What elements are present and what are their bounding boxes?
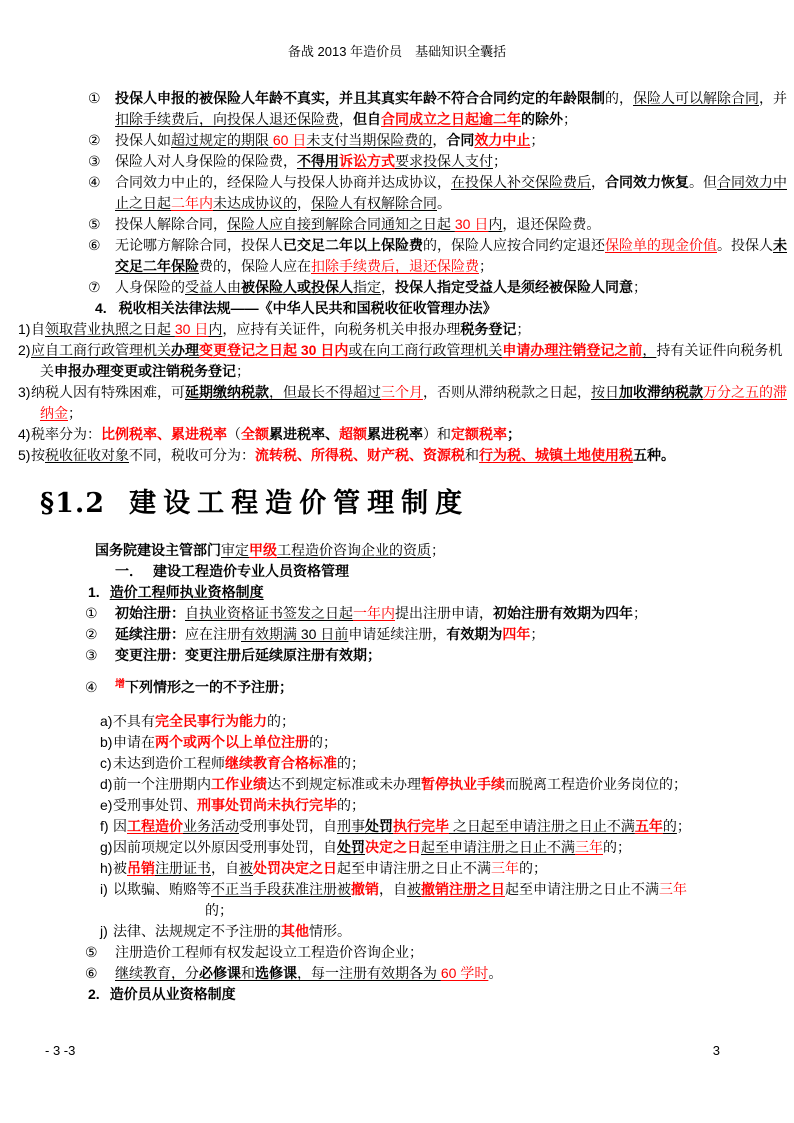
text-segment: 起至申请注册之日止不满 [505, 881, 659, 897]
text-segment: ， [339, 111, 353, 127]
text-segment: 比例税率、累进税率 [101, 426, 227, 442]
text-segment: 五年 [634, 818, 663, 834]
list-marker: ④ [85, 679, 98, 695]
text-segment: 受刑事处罚，自 [239, 818, 337, 834]
text-segment: ； [530, 626, 545, 642]
text-segment: 税收相关法律法规——《中华人民共和国税收征收管理办法》 [118, 300, 497, 316]
text-segment: 起至申请注册之日止不满 [421, 839, 575, 855]
text-segment: 不得用 [297, 153, 339, 169]
text-segment: 二年内 [171, 195, 213, 211]
subsection-heading-1 [115, 561, 794, 582]
list-marker: 4. [95, 300, 107, 316]
text-segment: 以欺骗、贿赂等 [113, 881, 211, 897]
text-segment: 的 [662, 818, 677, 834]
text-segment: 的， [605, 90, 633, 106]
text-segment: 费的，保险人应在 [199, 258, 311, 274]
text-segment: ； [676, 818, 691, 834]
text-segment: 而脱离工程造价业务岗位的； [505, 776, 687, 792]
text-segment: ； [479, 258, 493, 274]
text-segment: 自执业资格证书签发之日起 [185, 605, 353, 621]
registration-item-5 [0, 942, 794, 963]
text-segment: ，并 [759, 90, 787, 106]
text-segment: ，自 [379, 881, 407, 897]
tax-item-3 [0, 382, 794, 424]
text-segment: ； [563, 111, 577, 127]
tax-item-2 [0, 340, 794, 382]
text-segment: 三个月 [381, 384, 423, 400]
text-segment: 四年 [502, 626, 531, 642]
text-segment: 内 [488, 216, 503, 232]
list-marker: e) [100, 797, 113, 813]
no-registration-case-b [0, 732, 794, 753]
text-segment: 30 日 [454, 216, 489, 232]
text-segment: 的； [519, 860, 547, 876]
registration-item-6 [0, 963, 794, 984]
text-segment: 继续教育，分 [115, 965, 199, 981]
text-segment: 的； [267, 713, 295, 729]
no-registration-case-j [0, 921, 794, 942]
text-segment: 未达成协议的 [213, 195, 297, 211]
text-segment: 建设工程造价管理制度 [129, 488, 470, 519]
text-segment: 处罚 [337, 839, 365, 855]
text-segment: ，应持有关证件，向税务机关申报办理 [222, 321, 461, 337]
text-segment: 应在注册 [185, 626, 241, 642]
no-registration-case-d [0, 774, 794, 795]
text-segment: 纳税人因有特殊困难，可 [31, 384, 185, 400]
text-segment: 因 [113, 818, 127, 834]
text-segment: 和 [241, 965, 255, 981]
text-segment: 累进税率 [367, 426, 423, 442]
text-segment: ， [591, 174, 605, 190]
list-marker: 3) [18, 384, 31, 400]
no-registration-case-a [0, 711, 794, 732]
list-marker: 2. [88, 986, 100, 1002]
estimator-system-heading [88, 984, 794, 1005]
text-segment: ， [297, 195, 311, 211]
tax-item-4 [0, 424, 794, 445]
text-segment: 。 [437, 195, 451, 211]
text-segment: 加收滞纳税款 [619, 384, 703, 400]
text-segment: 内 [208, 321, 223, 337]
insurance-item-4 [0, 172, 794, 214]
no-registration-case-e [0, 795, 794, 816]
list-marker: d) [100, 776, 113, 792]
text-segment: 前一个注册期内 [113, 776, 211, 792]
insurance-item-5 [0, 214, 794, 235]
list-marker: 5) [18, 447, 31, 463]
text-segment: 延续注册： [115, 626, 185, 642]
text-segment: 申请延续注册， [348, 626, 447, 642]
text-segment: 领取营业执照之日起 [45, 321, 175, 337]
text-segment: 的； [309, 734, 337, 750]
text-segment: 和 [465, 447, 479, 463]
text-segment: 不具有 [113, 713, 155, 729]
text-segment: 合同成立之日起逾二年 [381, 111, 521, 127]
text-segment: 申请在 [113, 734, 155, 750]
text-segment: ， [642, 342, 657, 358]
list-marker: 4) [18, 426, 31, 442]
text-segment: 应自工商行政管理机关 [31, 342, 171, 358]
text-segment: 超额 [339, 426, 367, 442]
text-segment: 的除外 [521, 111, 563, 127]
text-segment: 要求投保人支付 [395, 153, 493, 169]
list-marker: b) [100, 734, 113, 750]
text-segment: 受刑事处罚、 [113, 797, 197, 813]
text-segment: 被 [407, 881, 421, 897]
text-segment: 行为税、城镇土地使用税 [479, 447, 633, 463]
text-segment: 造价员从业资格制度 [109, 986, 236, 1002]
list-marker: ② [85, 626, 98, 642]
text-segment: 工程造价 [127, 818, 183, 834]
text-segment: 定额税率 [451, 426, 507, 442]
list-marker: ⑥ [85, 965, 98, 981]
list-marker: 2) [18, 342, 31, 358]
tax-item-5 [0, 445, 794, 466]
text-segment: ； [431, 542, 445, 558]
text-segment: 保险人应自接到解除合同通知之日起 [227, 216, 455, 232]
text-segment: 或在向工商行政管理机关 [348, 342, 503, 358]
tax-item-1 [0, 319, 794, 340]
list-marker: 1) [18, 321, 31, 337]
text-segment: 有效期满 30 日前 [241, 626, 349, 642]
text-segment: 合同效力恢复 [605, 174, 689, 190]
text-segment: ； [633, 279, 647, 295]
list-marker: 一． [115, 563, 143, 579]
text-segment: 的，保险人应按合同约定退还 [423, 237, 605, 253]
text-segment: 变更登记之日起 30 日内 [199, 342, 349, 358]
text-segment: 累进税率、 [269, 426, 339, 442]
text-segment: 必修课 [199, 965, 241, 981]
text-segment: 不正当手段获准注册被 [211, 881, 351, 897]
text-segment: 持有关证件向税务机关 [40, 342, 783, 379]
list-marker: ⑤ [88, 216, 101, 232]
text-segment: 情形。 [309, 923, 351, 939]
list-marker: h) [100, 860, 113, 876]
text-segment: ，自 [211, 860, 239, 876]
text-segment: 60 学时 [440, 965, 489, 981]
text-segment: ， [432, 132, 447, 148]
list-marker: g) [100, 839, 113, 855]
text-segment: 按 [31, 447, 45, 463]
text-segment: 变更注册：变更注册后延续原注册有效期； [115, 647, 381, 663]
text-segment: 注册造价工程师有权发起设立工程造价咨询企业； [115, 944, 423, 960]
text-segment: ； [68, 405, 82, 421]
text-segment: 的； [337, 755, 365, 771]
text-segment: 。但 [689, 174, 717, 190]
tax-law-heading [95, 298, 794, 319]
insurance-item-3 [0, 151, 794, 172]
no-registration-case-h [0, 858, 794, 879]
text-segment: 保险人对人身保险的保险费， [115, 153, 297, 169]
list-marker: ⑥ [88, 237, 101, 253]
text-segment: 之日起至申请注册之日止不满 [449, 818, 635, 834]
text-segment: 审定 [221, 542, 249, 558]
text-segment: 五种。 [633, 447, 675, 463]
text-segment: 三年 [491, 860, 519, 876]
text-segment: 初始注册： [115, 605, 185, 621]
text-segment: ，否则从滞纳税款之日起， [423, 384, 591, 400]
no-registration-case-f [0, 816, 794, 837]
list-marker: f) [100, 818, 109, 834]
text-segment: ， [381, 279, 395, 295]
registration-item-3 [0, 645, 794, 666]
text-segment: 流转税、所得税、财产税、资源税 [255, 447, 465, 463]
text-segment: 三年 [575, 839, 603, 855]
list-marker: §1.2 [40, 488, 106, 519]
text-segment: 保险人可以解除合同 [633, 90, 759, 106]
text-segment: 被保险人或投保人 [241, 279, 353, 295]
text-segment: 刑事处罚尚未执行完毕 [197, 797, 337, 813]
text-segment: 达不到规定标准或未办理 [267, 776, 421, 792]
text-segment: 30 日 [174, 321, 209, 337]
text-segment: 建设工程造价专业人员资格管理 [153, 563, 349, 579]
text-segment: ，退还保险费。 [502, 216, 601, 232]
list-marker: ⑤ [85, 944, 98, 960]
text-segment: 造价工程师执业资格制度 [109, 584, 264, 600]
text-segment: 全额 [241, 426, 269, 442]
text-segment: 其他 [281, 923, 309, 939]
text-segment: 。 [488, 965, 503, 981]
registration-item-4 [0, 674, 794, 698]
text-segment: 合同效力中止之日起 [115, 174, 787, 211]
text-segment: 但自 [353, 111, 381, 127]
text-segment: 增 [115, 679, 125, 690]
text-segment: 有效期为 [446, 626, 503, 642]
list-marker: ② [88, 132, 101, 148]
license-system-heading [88, 582, 794, 603]
no-registration-case-g [0, 837, 794, 858]
text-segment: 撤销注册之日 [421, 881, 505, 897]
text-segment: 合同效力中止的，经保险人与投保人协商并达成协议， [115, 174, 451, 190]
text-segment: 完全民事行为能力 [155, 713, 267, 729]
text-segment: 执行完毕 [393, 818, 449, 834]
text-segment: ； [530, 132, 545, 148]
text-segment: 保险人有权解除合同 [311, 195, 437, 211]
text-segment: 提出注册申请， [395, 605, 493, 621]
text-segment: 保险单的现金价值 [605, 237, 717, 253]
text-segment: 投保人如 [115, 132, 171, 148]
text-segment: 起至申请注册之日止不满 [337, 860, 491, 876]
text-segment: ； [516, 321, 531, 337]
text-segment: 业务活动 [183, 818, 239, 834]
text-segment: 甲级 [249, 542, 277, 558]
text-segment: 两个或两个以上单位注册 [155, 734, 309, 750]
text-segment: ）和 [423, 426, 451, 442]
text-segment: 被 [239, 860, 253, 876]
text-segment: 刑事 [337, 818, 365, 834]
list-marker: ④ [88, 174, 101, 190]
insurance-item-2 [0, 130, 794, 151]
text-segment: 扣除手续费后，向投保人退还保险费 [115, 111, 339, 127]
no-registration-case-c [0, 753, 794, 774]
text-segment: 吊销 [127, 860, 155, 876]
document-body [0, 88, 794, 1005]
list-marker: ① [88, 90, 101, 106]
text-segment: 的； [603, 839, 631, 855]
text-segment: 处罚 [365, 818, 393, 834]
text-segment: 不同，税收可分为： [129, 447, 255, 463]
text-segment: 投保人解除合同， [115, 216, 227, 232]
text-segment: 选修课 [255, 965, 297, 981]
text-segment: 国务院建设主管部门 [95, 542, 221, 558]
list-marker: 1. [88, 584, 100, 600]
text-segment: 未交足二年保险 [115, 237, 787, 274]
list-marker: ① [85, 605, 98, 621]
list-marker: i) [100, 881, 108, 897]
text-segment: 超过规定的期限 [171, 132, 273, 148]
text-segment: 诉讼方式 [339, 153, 395, 169]
text-segment: 无论哪方解除合同，投保人 [115, 237, 283, 253]
text-segment: 自 [31, 321, 45, 337]
insurance-item-7 [0, 277, 794, 298]
text-segment: ； [507, 426, 521, 442]
text-segment: 投保人申报的被保险人年龄不真实，并且其真实年龄不符合合同约定的年龄限制 [115, 90, 605, 106]
text-segment: 三年 [659, 881, 687, 897]
registration-item-2 [0, 624, 794, 645]
text-segment: 因前项规定以外原因受刑事处罚，自 [113, 839, 337, 855]
text-segment: 决定之日 [365, 839, 421, 855]
text-segment: 办理 [171, 342, 199, 358]
footer-page-label: - 3 -3 [45, 1043, 76, 1058]
text-segment: （ [227, 426, 241, 442]
text-segment: 处罚决定之日 [253, 860, 337, 876]
insurance-item-6 [0, 235, 794, 277]
text-segment: 的； [337, 797, 365, 813]
list-marker: j) [100, 923, 108, 939]
text-segment: 工作业绩 [211, 776, 267, 792]
text-segment: 税务登记 [460, 321, 517, 337]
page-header-title: 备战 2013 年造价员 基础知识全囊括 [287, 44, 507, 59]
text-segment: 受益人由 [185, 279, 241, 295]
text-segment: 合同 [446, 132, 475, 148]
text-segment: 指定 [353, 279, 381, 295]
text-segment: 未达到造价工程师 [113, 755, 225, 771]
text-segment: 初始注册有效期为四年 [493, 605, 633, 621]
text-segment: 工程造价咨询企业的资质 [277, 542, 431, 558]
text-segment: 的； [205, 902, 233, 918]
registration-item-1 [0, 603, 794, 624]
text-segment: 投保人指定受益人是须经被保险人同意 [395, 279, 633, 295]
text-segment: 万分之五的滞纳金 [40, 384, 787, 421]
text-segment: 下列情形之一的不予注册； [125, 679, 293, 695]
text-segment: 效力中止 [474, 132, 531, 148]
text-segment: 未支付当期保险费的 [306, 132, 433, 148]
text-segment: 申报办理变更或注销税务登记 [54, 363, 236, 379]
state-council-para [95, 540, 794, 561]
no-registration-case-i [0, 879, 794, 921]
text-segment: 60 日 [272, 132, 307, 148]
text-segment: 被 [113, 860, 127, 876]
text-segment: ； [633, 605, 647, 621]
text-segment: ； [236, 363, 250, 379]
section-heading [40, 486, 794, 522]
text-segment: 继续教育合格标准 [225, 755, 337, 771]
list-marker: c) [100, 755, 112, 771]
list-marker: ⑦ [88, 279, 101, 295]
text-segment: ，每一注册有效期各为 [297, 965, 441, 981]
text-segment: 撤销 [351, 881, 379, 897]
text-segment: 按日 [591, 384, 619, 400]
text-segment: 。投保人 [717, 237, 773, 253]
text-segment: 扣除手续费后，退还保险费 [311, 258, 479, 274]
insurance-item-1 [0, 88, 794, 130]
list-marker: ③ [85, 647, 98, 663]
text-segment: 税率分为： [31, 426, 101, 442]
text-segment: 税收征收对象 [45, 447, 129, 463]
text-segment: 法律、法规规定不予注册的 [113, 923, 281, 939]
text-segment: 申请办理注销登记之前 [502, 342, 643, 358]
text-segment: 延期缴纳税款 [185, 384, 269, 400]
text-segment: 已交足二年以上保险费 [283, 237, 423, 253]
list-marker: ③ [88, 153, 101, 169]
text-segment: ； [493, 153, 507, 169]
text-segment: 注册证书 [155, 860, 211, 876]
text-segment: 在投保人补交保险费后 [451, 174, 591, 190]
footer-page-number: 3 [712, 1043, 720, 1058]
text-segment: ，但最长不得超过 [269, 384, 381, 400]
text-segment: 暂停执业手续 [421, 776, 505, 792]
list-marker: a) [100, 713, 113, 729]
text-segment: 人身保险的 [115, 279, 185, 295]
text-segment: 一年内 [353, 605, 395, 621]
